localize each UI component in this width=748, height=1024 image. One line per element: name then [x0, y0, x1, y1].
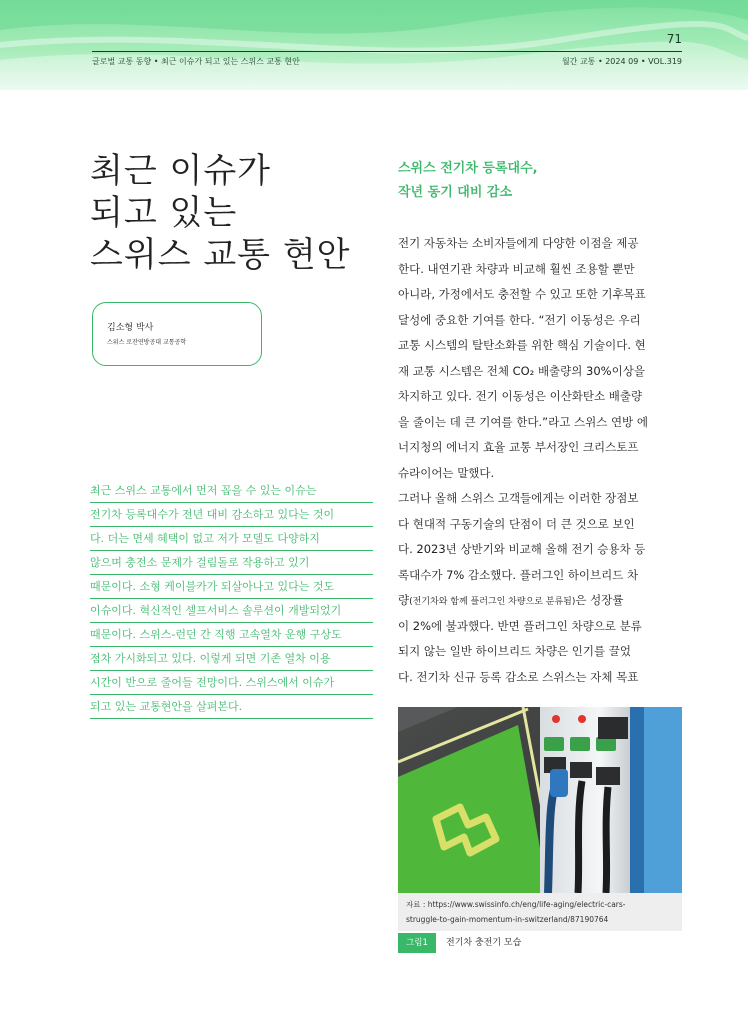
body-line: 그러나 올해 스위스 고객들에게는 이러한 장점보 [398, 491, 639, 505]
header-rule [92, 51, 682, 52]
abstract-line: 않으며 충전소 문제가 걸림돌로 작용하고 있기 [90, 551, 373, 575]
body-line: 한다. 내연기관 차량과 비교해 훨씬 조용할 뿐만 [398, 261, 635, 276]
abstract-line: 때문이다. 소형 케이블카가 되살아나고 있다는 것도 [90, 575, 373, 599]
body-line: 슈라이어는 말했다. [398, 465, 495, 480]
abstract-line: 전기차 등록대수가 전년 대비 감소하고 있다는 것이 [90, 503, 373, 527]
header-wave-decoration [0, 0, 748, 90]
body-line: 록대수가 7% 감소했다. 플러그인 하이브리드 차 [398, 567, 639, 582]
body-line: 다 현대적 구동기술의 단점이 더 큰 것으로 보인 [398, 516, 635, 531]
running-issue-label: 월간 교통 • 2024 09 • VOL.319 [561, 57, 682, 66]
header-band [0, 0, 748, 90]
subhead-line: 스위스 전기차 등록대수, [398, 161, 538, 176]
body-line: 다. 2023년 상반기와 비교해 올해 전기 승용차 등 [398, 542, 646, 556]
body-line: 을 줄이는 데 큰 기여를 한다.”라고 스위스 연방 에 [398, 414, 648, 429]
ev-charger-photo [398, 707, 682, 893]
title-line: 되고 있는 [90, 193, 238, 233]
body-line: 전기 자동차는 소비자들에게 다양한 이점을 제공 [398, 236, 639, 250]
article-abstract [90, 479, 373, 719]
abstract-line: 되고 있는 교통현안을 살펴본다. [90, 695, 373, 719]
body-line: 재 교통 시스템은 전체 CO₂ 배출량의 30%이상을 [398, 363, 645, 378]
figure-source [398, 893, 682, 931]
body-line [398, 588, 681, 614]
source-line: 자료 : https://www.swissinfo.ch/eng/life-aging/electric-cars- [406, 900, 626, 909]
body-line: 다. 전기차 신규 등록 감소로 스위스는 자체 목표 [398, 669, 639, 684]
source-line: struggle-to-gain-momentum-in-switzerland/87190764 [406, 915, 609, 924]
abstract-line: 이슈이다. 혁신적인 셀프서비스 솔루션이 개발되었기 [90, 599, 373, 623]
figure-caption: 전기차 충전기 모습 [446, 938, 522, 948]
page-number: 71 [666, 32, 682, 46]
body-line-parenthetical: (전기차와 함께 플러그인 차량으로 분류됨) [409, 597, 576, 607]
abstract-line: 점차 가시화되고 있다. 이렇게 되면 기존 열차 이용 [90, 647, 373, 671]
abstract-line: 최근 스위스 교통에서 먼저 꼽을 수 있는 이슈는 [90, 479, 373, 503]
author-affiliation: 스위스 로잔연방공대 교통공학 [107, 339, 187, 346]
running-section-label: 글로벌 교통 동향 • 최근 이슈가 되고 있는 스위스 교통 현안 [92, 57, 300, 66]
author-name: 김소형 박사 [107, 323, 154, 333]
subhead-line: 작년 동기 대비 감소 [398, 185, 513, 200]
body-line: 차지하고 있다. 전기 이동성은 이산화탄소 배출량 [398, 389, 643, 403]
body-line-part: 은 성장률 [575, 593, 624, 607]
abstract-line: 때문이다. 스위스-런던 간 직행 고속열차 운행 구상도 [90, 623, 373, 647]
body-line: 아니라, 가정에서도 충전할 수 있고 또한 기후목표 [398, 287, 646, 301]
body-text [398, 231, 681, 690]
body-line: 교통 시스템의 탈탄소화를 위한 핵심 기술이다. 현 [398, 338, 646, 352]
body-line-part: 량 [398, 593, 410, 607]
figure-label: 그림1 [398, 933, 436, 953]
body-line: 달성에 중요한 기여를 한다. “전기 이동성은 우리 [398, 312, 641, 327]
abstract-line: 시간이 반으로 줄어들 전망이다. 스위스에서 이슈가 [90, 671, 373, 695]
title-line: 최근 이슈가 [90, 151, 272, 191]
body-line: 되지 않는 일반 하이브리드 차량은 인기를 끌었 [398, 644, 632, 658]
abstract-line: 다. 더는 면세 혜택이 없고 저가 모델도 다양하지 [90, 527, 373, 551]
body-line: 이 2%에 불과했다. 반면 플러그인 차량으로 분류 [398, 618, 642, 633]
article-title [90, 150, 370, 276]
ev-charger-illustration [398, 707, 682, 893]
body-line: 너지청의 에너지 효율 교통 부서장인 크리스토프 [398, 440, 639, 454]
section-subheading [398, 157, 678, 205]
author-box [92, 302, 262, 366]
title-line: 스위스 교통 현안 [90, 235, 351, 275]
